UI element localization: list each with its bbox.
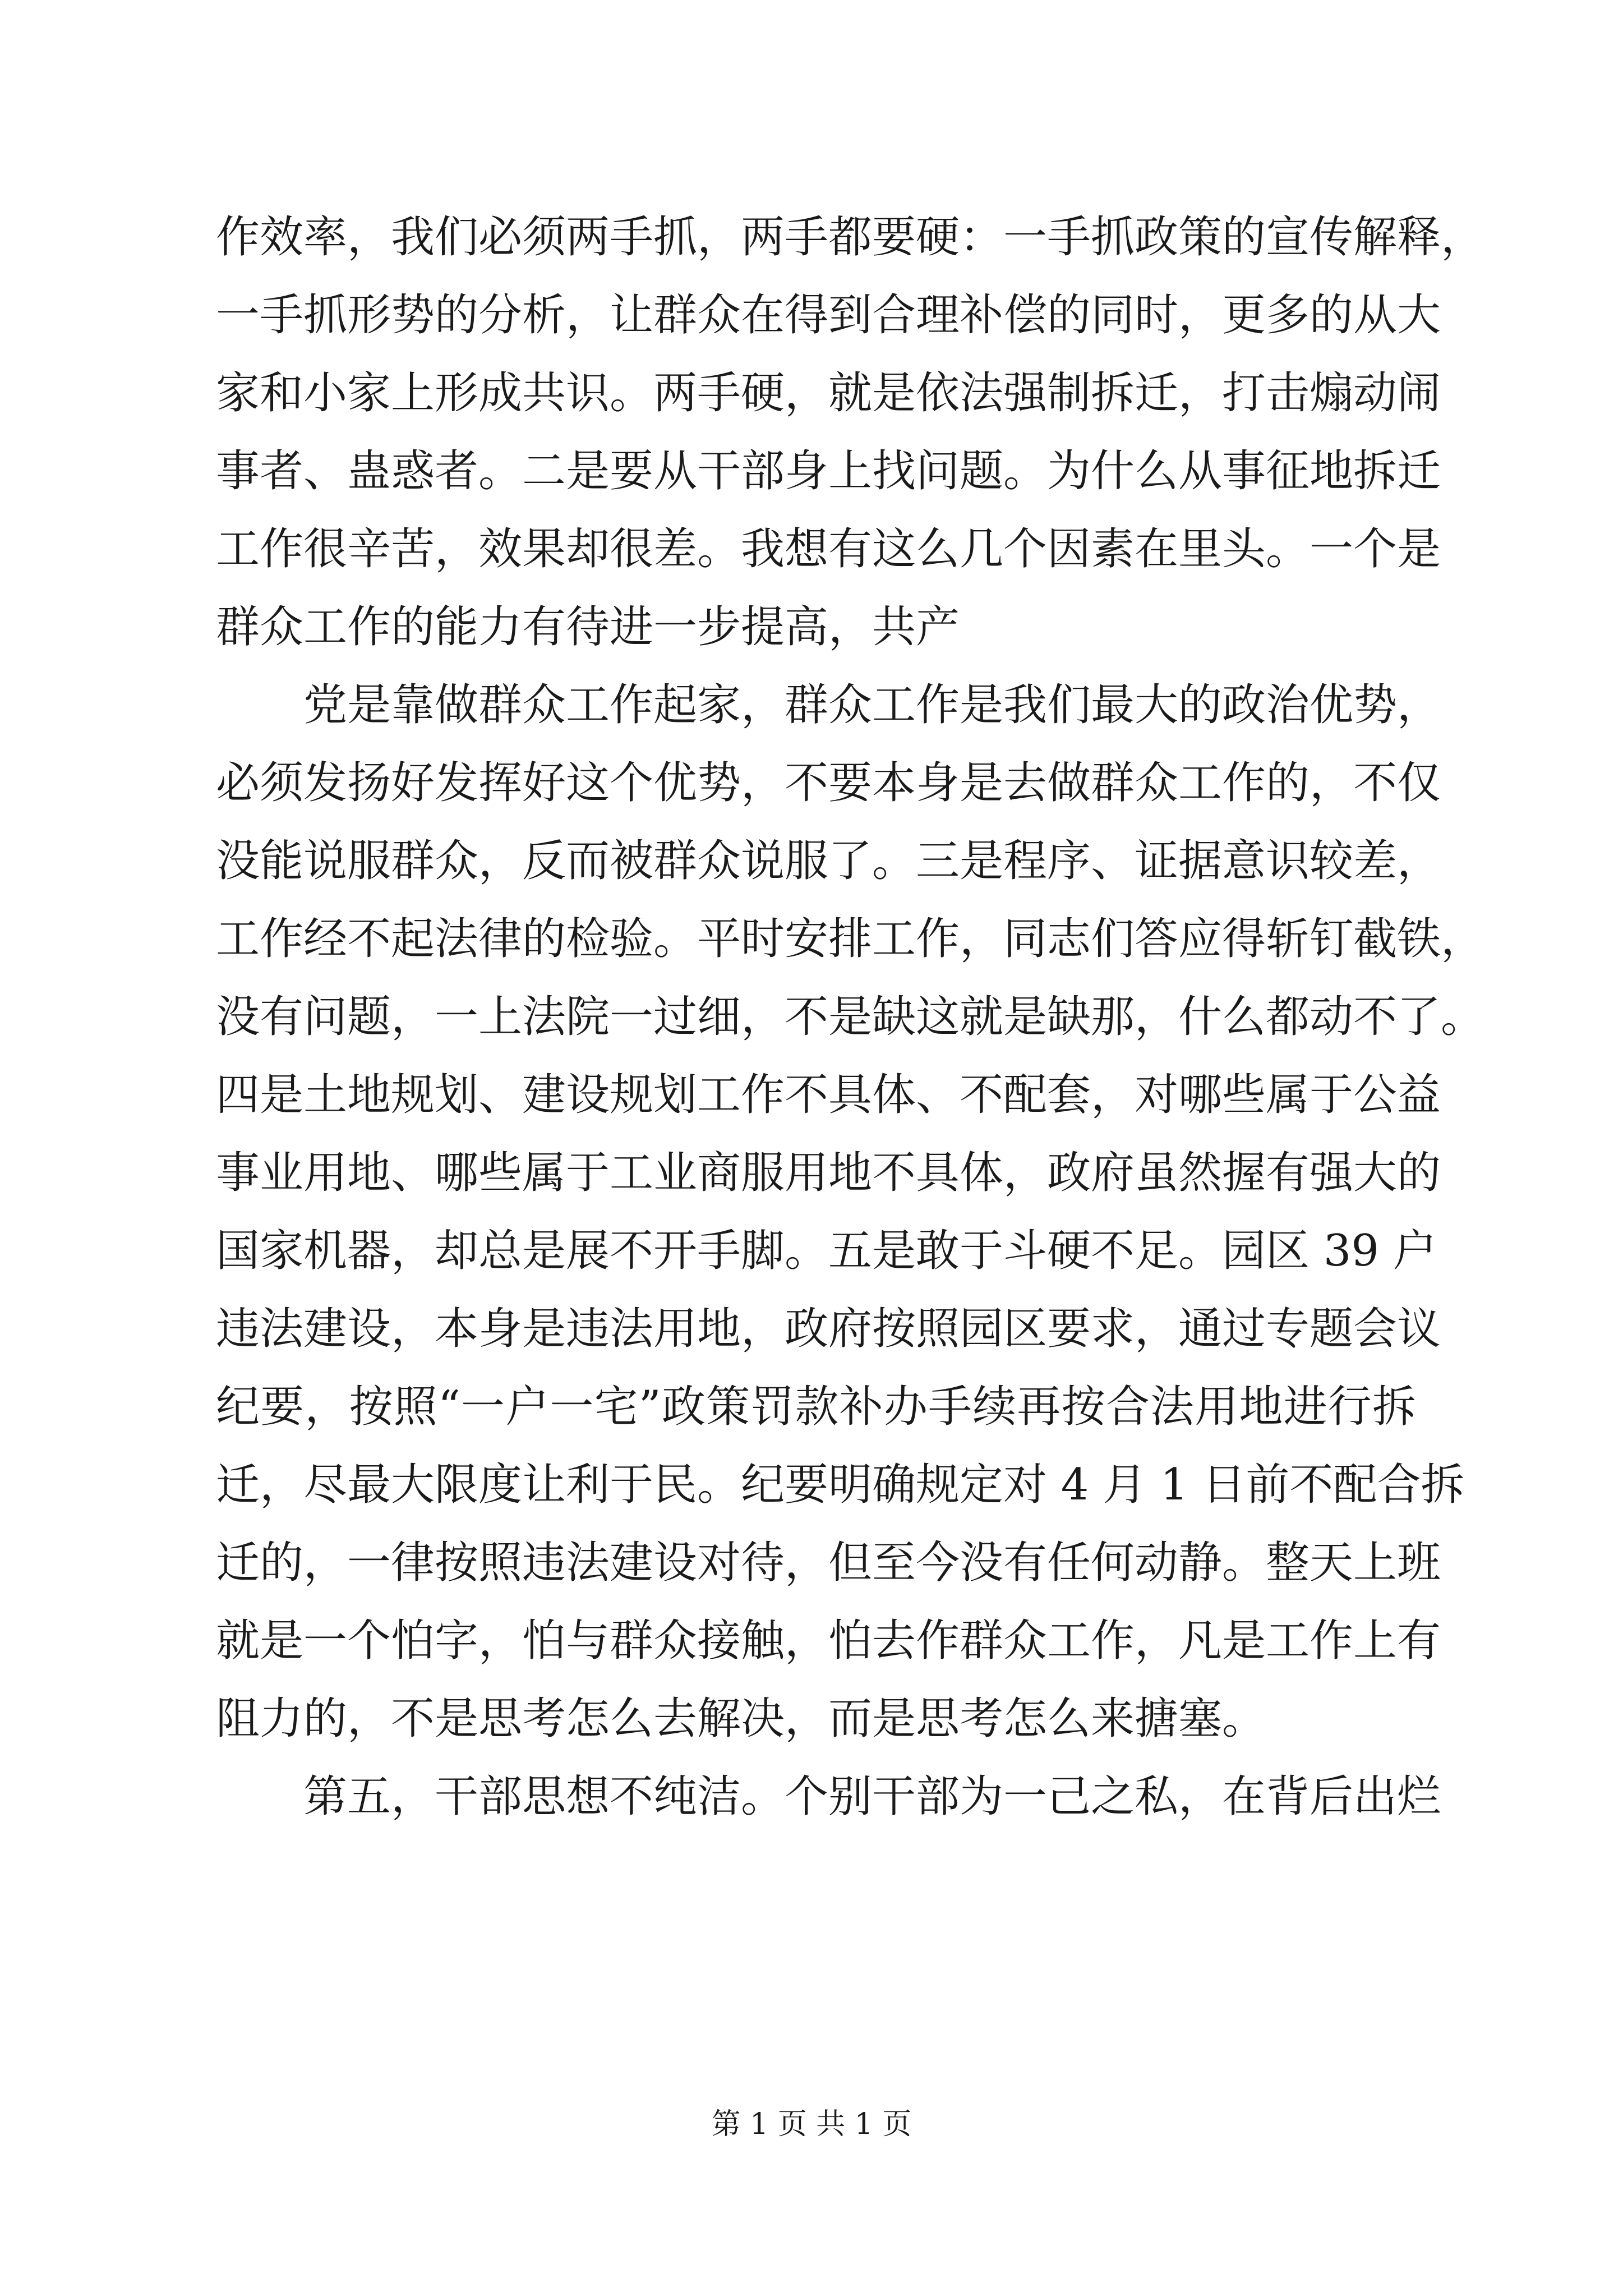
document-body (216, 199, 1485, 1836)
text-line: 事业用地、哪些属于工业商服用地不具体，政府虽然握有强大的 (216, 1148, 1441, 1198)
text-line: 纪要，按照“一户一宅”政策罚款补办手续再按合法用地进行拆 (216, 1382, 1416, 1432)
text-line: 必须发扬好发挥好这个优势，不要本身是去做群众工作的，不仅 (216, 758, 1441, 808)
text-line: 违法建设，本身是违法用地，政府按照园区要求，通过专题会议 (216, 1304, 1441, 1354)
text-line: 迁的，一律按照违法建设对待，但至今没有任何动静。整天上班 (216, 1538, 1441, 1588)
paragraph (216, 666, 1485, 1758)
text-line: 就是一个怕字，怕与群众接触，怕去作群众工作，凡是工作上有 (216, 1616, 1441, 1666)
text-line: 四是土地规划、建设规划工作不具体、不配套，对哪些属于公益 (216, 1070, 1441, 1120)
text-line: 家和小家上形成共识。两手硬，就是依法强制拆迁，打击煽动闹 (216, 368, 1441, 418)
text-line: 国家机器，却总是展不开手脚。五是敢于斗硬不足。园区 39 户 (216, 1226, 1437, 1276)
text-line: 没有问题，一上法院一过细，不是缺这就是缺那，什么都动不了。 (216, 992, 1485, 1042)
text-line: 工作很辛苦，效果却很差。我想有这么几个因素在里头。一个是 (216, 524, 1441, 574)
text-line: 事者、蛊惑者。二是要从干部身上找问题。为什么从事征地拆迁 (216, 446, 1441, 496)
text-line: 作效率，我们必须两手抓，两手都要硬：一手抓政策的宣传解释， (216, 212, 1485, 263)
paragraph (216, 199, 1485, 666)
text-line: 工作经不起法律的检验。平时安排工作，同志们答应得斩钉截铁， (216, 914, 1485, 964)
text-line: 第五，干部思想不纯洁。个别干部为一己之私，在背后出烂 (303, 1772, 1441, 1822)
text-line: 群众工作的能力有待进一步提高，共产 (216, 602, 960, 652)
page-footer (0, 2105, 1623, 2144)
paragraph (216, 1758, 1441, 1836)
text-line: 迁，尽最大限度让利于民。纪要明确规定对 4 月 1 日前不配合拆 (216, 1460, 1465, 1510)
text-line: 党是靠做群众工作起家，群众工作是我们最大的政治优势， (303, 680, 1441, 730)
page-number-label: 第 1 页 共 1 页 (711, 2108, 912, 2141)
text-line: 没能说服群众，反而被群众说服了。三是程序、证据意识较差， (216, 836, 1441, 886)
text-line: 一手抓形势的分析，让群众在得到合理补偿的同时，更多的从大 (216, 290, 1441, 341)
text-line: 阻力的，不是思考怎么去解决，而是思考怎么来搪塞。 (216, 1694, 1266, 1744)
